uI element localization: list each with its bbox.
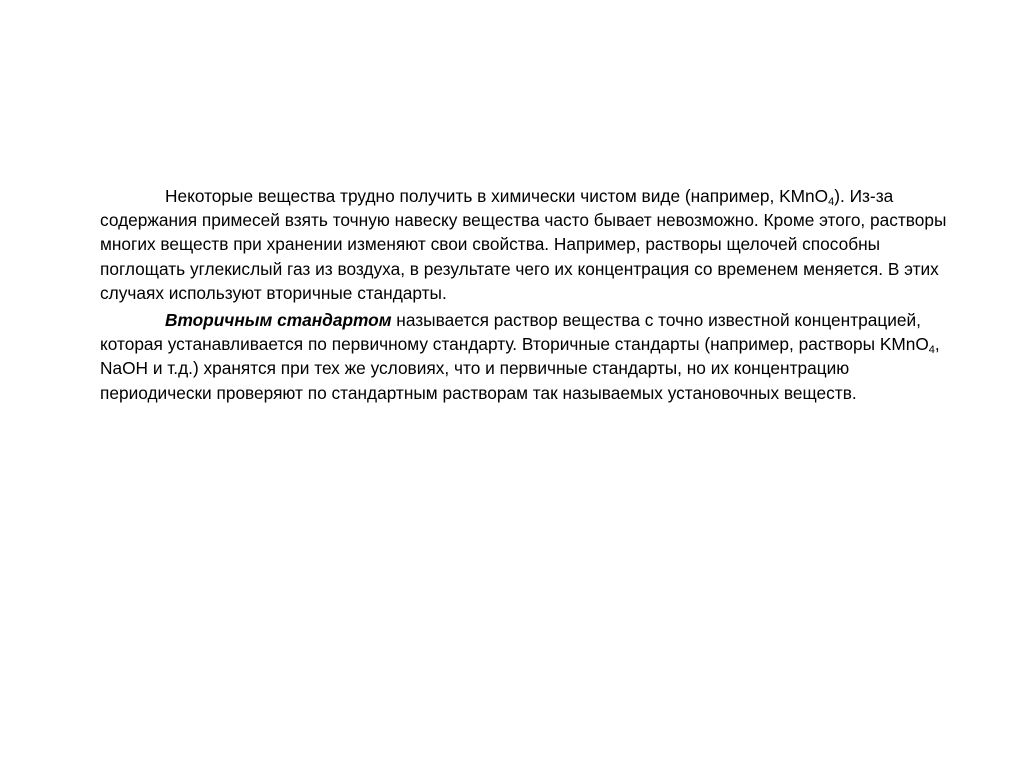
paragraph-2-text-end: , NaOH и т.д.) хранятся при тех же условиях, что и первичные стандарты, но их концентрацию периодически проверяют по стандартным растворам так называемых установочных веществ. — [100, 334, 940, 403]
paragraph-1-text-end: ). Из-за содержания примесей взять точную навеску вещества часто бывает невозможно. Кроме этого, растворы многих веществ при хранении изменяют свои свойства. Например, растворы щелочей способны поглощать углекислый газ из воздуха, в результате чего их концентрация со временем меняется. В этих случаях используют вторичные стандарты. — [100, 186, 947, 303]
paragraph-2-subscript: 4 — [928, 344, 935, 357]
paragraph-1-subscript: 4 — [828, 196, 835, 208]
paragraph-2 — [100, 308, 960, 405]
paragraph-1-text-start: Некоторые вещества трудно получить в химически чистом виде (например, KMnO — [165, 186, 829, 206]
text-block — [100, 184, 960, 405]
paragraph-1 — [100, 184, 960, 305]
paragraph-2-text-start: называется раствор вещества с точно известной концентрацией, которая устанавливается по первичному стандарту. Вторичные стандарты (например, растворы KMnO — [100, 310, 929, 355]
paragraph-2-term: Вторичным стандартом — [165, 310, 392, 331]
